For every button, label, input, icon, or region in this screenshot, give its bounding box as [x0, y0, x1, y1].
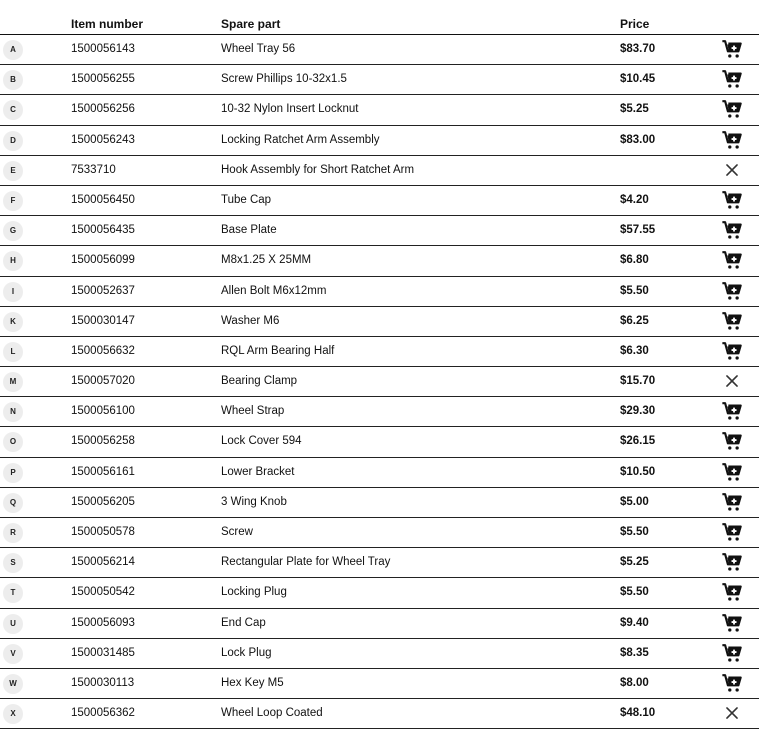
row-letter-badge: B [3, 70, 23, 90]
row-letter-badge: E [3, 161, 23, 181]
row-letter-badge: L [3, 342, 23, 362]
row-letter-badge: G [3, 221, 23, 241]
add-to-cart-icon[interactable] [721, 38, 743, 60]
spare-part-cell: Tube Cap [221, 193, 272, 206]
add-to-cart-icon[interactable] [721, 461, 743, 483]
price-cell: $5.50 [620, 526, 649, 538]
add-to-cart-icon[interactable] [721, 249, 743, 271]
row-letter-badge: X [3, 704, 23, 724]
price-cell: $5.00 [620, 495, 649, 508]
item-number-cell: 1500056435 [71, 224, 135, 237]
price-cell: $5.50 [620, 586, 649, 599]
item-number-cell: 1500050578 [71, 526, 135, 538]
spare-part-cell: Allen Bolt M6x12mm [221, 284, 327, 297]
row-letter-badge: D [3, 131, 23, 151]
add-to-cart-icon[interactable] [721, 642, 743, 664]
table-body [0, 35, 759, 729]
add-to-cart-icon[interactable] [721, 68, 743, 90]
item-number-cell: 1500052637 [71, 284, 135, 297]
spare-part-cell: Hex Key M5 [221, 676, 284, 689]
price-cell: $8.00 [620, 676, 649, 689]
row-letter-badge: F [3, 191, 23, 211]
price-cell: $26.15 [620, 435, 656, 448]
price-cell: $4.20 [620, 193, 649, 206]
spare-part-cell: Washer M6 [221, 314, 280, 327]
price-cell: $6.25 [620, 314, 649, 327]
table-row [0, 518, 759, 548]
price-cell: $8.35 [620, 646, 649, 659]
table-row [0, 95, 759, 125]
price-cell: $83.00 [620, 133, 656, 146]
row-letter-badge: T [3, 583, 23, 603]
spare-part-cell: Locking Plug [221, 586, 287, 599]
price-cell: $6.30 [620, 344, 649, 357]
table-header [0, 0, 759, 35]
table-row [0, 578, 759, 608]
price-cell: $10.50 [620, 465, 656, 478]
price-cell: $10.45 [620, 73, 656, 86]
row-letter-badge: Q [3, 493, 23, 513]
add-to-cart-icon[interactable] [721, 280, 743, 302]
spare-part-cell: Wheel Loop Coated [221, 707, 323, 720]
price-cell: $9.40 [620, 616, 649, 629]
item-number-cell: 1500056243 [71, 133, 135, 146]
row-letter-badge: N [3, 402, 23, 422]
add-to-cart-icon[interactable] [721, 430, 743, 452]
spare-part-cell: Wheel Tray 56 [221, 43, 296, 55]
column-header-price: Price [620, 17, 650, 31]
spare-part-cell: 10-32 Nylon Insert Locknut [221, 103, 359, 116]
spare-part-cell: Base Plate [221, 224, 277, 237]
table-row [0, 246, 759, 276]
table-row [0, 277, 759, 307]
add-to-cart-icon[interactable] [721, 219, 743, 241]
add-to-cart-icon[interactable] [721, 189, 743, 211]
column-header-item-number: Item number [71, 17, 144, 31]
item-number-cell: 1500031485 [71, 646, 135, 659]
spare-part-cell: Screw [221, 526, 253, 538]
price-cell: $5.25 [620, 556, 649, 569]
item-number-cell: 7533710 [71, 163, 116, 176]
add-to-cart-icon[interactable] [721, 310, 743, 332]
table-row [0, 458, 759, 488]
table-row [0, 337, 759, 367]
price-cell: $83.70 [620, 43, 656, 55]
spare-part-cell: M8x1.25 X 25MM [221, 254, 312, 267]
item-number-cell: 1500056214 [71, 556, 135, 569]
item-number-cell: 1500057020 [71, 375, 135, 388]
item-number-cell: 1500056450 [71, 193, 135, 206]
row-letter-badge: I [3, 282, 23, 302]
price-cell: $48.10 [620, 707, 656, 720]
spare-part-cell: Hook Assembly for Short Ratchet Arm [221, 163, 415, 176]
item-number-cell: 1500056205 [71, 495, 135, 508]
spare-part-cell: Lock Plug [221, 646, 272, 659]
table-row [0, 548, 759, 578]
column-header-spare-part: Spare part [221, 17, 281, 31]
row-letter-badge: V [3, 644, 23, 664]
row-letter-badge: K [3, 312, 23, 332]
add-to-cart-icon[interactable] [721, 98, 743, 120]
table-row [0, 669, 759, 699]
table-row [0, 488, 759, 518]
table-row [0, 186, 759, 216]
add-to-cart-icon[interactable] [721, 672, 743, 694]
close-icon [721, 370, 743, 392]
table-row [0, 216, 759, 246]
row-letter-badge: S [3, 553, 23, 573]
spare-part-cell: RQL Arm Bearing Half [221, 344, 335, 357]
table-row [0, 639, 759, 669]
table-row [0, 35, 759, 65]
table-row [0, 65, 759, 95]
add-to-cart-icon[interactable] [721, 612, 743, 634]
item-number-cell: 1500030113 [71, 676, 135, 689]
spare-part-cell: 3 Wing Knob [221, 495, 287, 508]
row-letter-badge: R [3, 523, 23, 543]
price-cell: $15.70 [620, 375, 656, 388]
item-number-cell: 1500056161 [71, 465, 135, 478]
spare-part-cell: Rectangular Plate for Wheel Tray [221, 556, 391, 569]
add-to-cart-icon[interactable] [721, 400, 743, 422]
item-number-cell: 1500056099 [71, 254, 135, 267]
spare-part-cell: Lock Cover 594 [221, 435, 302, 448]
spare-part-cell: Screw Phillips 10-32x1.5 [221, 73, 347, 86]
item-number-cell: 1500056100 [71, 405, 135, 418]
table-row [0, 156, 759, 186]
table-row [0, 126, 759, 156]
close-icon [721, 159, 743, 181]
price-cell: $5.25 [620, 103, 649, 116]
table-row [0, 427, 759, 457]
row-letter-badge: M [3, 372, 23, 392]
row-letter-badge: C [3, 100, 23, 120]
spare-part-cell: Wheel Strap [221, 405, 285, 418]
row-letter-badge: P [3, 463, 23, 483]
spare-part-cell: Locking Ratchet Arm Assembly [221, 133, 380, 146]
add-to-cart-icon[interactable] [721, 551, 743, 573]
row-letter-badge: O [3, 432, 23, 452]
row-letter-badge: U [3, 614, 23, 634]
item-number-cell: 1500056256 [71, 103, 135, 116]
row-letter-badge: W [3, 674, 23, 694]
item-number-cell: 1500056258 [71, 435, 135, 448]
item-number-cell: 1500056632 [71, 344, 135, 357]
table-row [0, 307, 759, 337]
spare-part-cell: Lower Bracket [221, 465, 295, 478]
close-icon [721, 702, 743, 724]
item-number-cell: 1500056362 [71, 707, 135, 720]
table-row [0, 699, 759, 729]
table-row [0, 609, 759, 639]
add-to-cart-icon[interactable] [721, 340, 743, 362]
add-to-cart-icon[interactable] [721, 581, 743, 603]
price-cell: $5.50 [620, 284, 649, 297]
spare-part-cell: End Cap [221, 616, 266, 629]
item-number-cell: 1500056143 [71, 43, 135, 55]
add-to-cart-icon[interactable] [721, 129, 743, 151]
item-number-cell: 1500050542 [71, 586, 135, 599]
item-number-cell: 1500056255 [71, 73, 135, 86]
add-to-cart-icon[interactable] [721, 491, 743, 513]
item-number-cell: 1500056093 [71, 616, 135, 629]
row-letter-badge: H [3, 251, 23, 271]
price-cell: $29.30 [620, 405, 656, 418]
table-row [0, 367, 759, 397]
price-cell: $6.80 [620, 254, 649, 267]
price-cell: $57.55 [620, 224, 656, 237]
table-row [0, 397, 759, 427]
row-letter-badge: A [3, 40, 23, 60]
item-number-cell: 1500030147 [71, 314, 135, 327]
spare-part-cell: Bearing Clamp [221, 375, 298, 388]
add-to-cart-icon[interactable] [721, 521, 743, 543]
